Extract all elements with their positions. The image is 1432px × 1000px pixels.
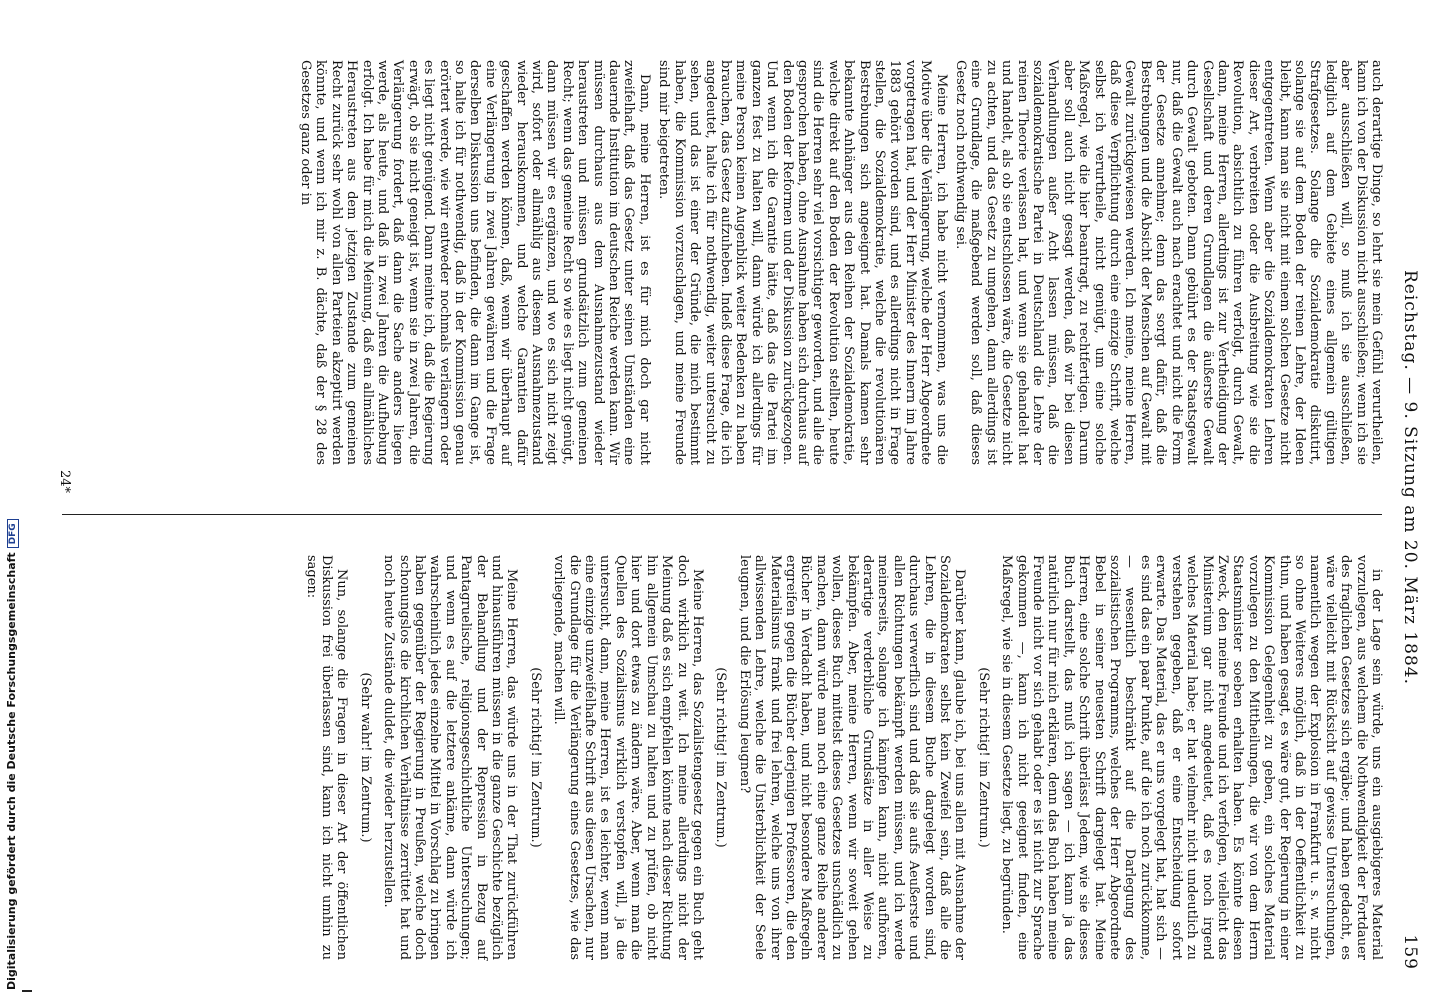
left-column — [54, 555, 1384, 960]
paragraph: auch derartige Dinge, so lehrt sie mein Gefühl verurtheilen, kann ich von der Diskussion nicht ausschließen; wenn ich sie aber ausschließen will, so muß ich sie ausschließen, lediglich auf dem Gebiete eines allgemein gültigen Strafgesetzes. Solange die Sozialdemokratie diskutirt, solange sie auf dem Boden der reinen Lehre, der Ideen bleibt, kann man sie nicht mit einem solchen Gesetze nicht entgegentreten. Wenn aber die Sozialdemokraten Lehren dieser Art, verbreiten oder die Ausbreitung wie sie die Revolution, absichtlich zu führen verfolgt, durch Gewalt, dann, meine Herren, allerdings ist zur Vertheidigung der Gesellschaft und deren Grundlagen die äußerste Gewalt durch Gewalt geboten. Dann gebührt es der Staatsgewalt nur, daß die Gewalt auch nach erachtet und nicht die Form der Gesetze annehme; denn das sorgt dafür, daß die Bestrebungen und die Absicht der Menschen auf Gewalt mit Gewalt zurückgewiesen werden. Ich meine, meine Herren, daß diese Verpflichtung durch eine einzige Schrift, welche selbst ich verurtheile, nicht genügt, um eine solche Maßregel, wie die hier beantragt, zu rechtfertigen. Darum aber soll auch nicht gesagt werden, daß wir bei diesen Verhandlungen außer Acht lassen müssen, daß die sozialdemokratische Partei in Deutschland die Lehre der reinen Theorie verlassen hat, und wenn sie gehandelt hat und handelt, als ob sie entschlossen wäre, die Gesetze nicht zu achten, und das Gesetz zu umgehen, dann allerdings ist eine Grundlage, die maßgebend werden soll, daß dieses Gesetz noch nothwendig sei. — [953, 60, 1384, 465]
interjection: (Sehr richtig! im Zentrum.) — [713, 667, 729, 848]
page-number: 159 — [1400, 934, 1420, 970]
column-divider — [62, 514, 1382, 515]
interjection: (Sehr richtig! im Zentrum.) — [975, 667, 991, 848]
paragraph: Dann, meine Herren, ist es für mich doch gar nicht zweifelhaft, daß das Gesetz unter seinen Umständen eine dauernde Institution im deutschen Reiche werden kann. Wir müssen durchaus aus dem Ausnahmezustand wieder heraustreten und müssen grundsätzlich zum gemeinen Recht; wenn das gemeine Recht so wie es liegt nicht genügt, dann müssen wir es ergänzen, und wo es sich nicht zeigt wird, sofort oder allmählig aus diesem Ausnahmezustand wieder herauskommen, und welche Garantien dafür geschaffen werden können, daß, wenn wir überhaupt auf eine Verlängerung in zwei Jahren gewähren und die Frage derselben Diskussion uns befinden, die dann im Gange ist, so halte ich für nothwendig, daß in der Kommission genau erörtert werde, wie wir entweder nochmals verlängern oder es liegt nicht genügend. Dann meinte ich, daß die Regierung erwägt, ob sie nicht geneigt ist, wenn sie in zwei Jahren, die Verlängerung fordert, daß dann die Sache anders liegen werde, als heute, und daß in zwei Jahren die Aufhebung erfolgt. Ich habe für mich die Meinung, daß ein allmähliches Heraustreten aus dem jetzigen Zustande zum gemeinen Recht zurück sehr wohl von allen Parteien akzeptirt werden könnte, und wenn ich mir z. B. dächte, daß der § 28 des Gesetzes ganz oder in — [297, 60, 652, 465]
signature-mark: 24* — [57, 470, 72, 494]
paragraph: Nun, solange die Fragen in dieser Art der öffentlichen Diskussion frei überlassen sind, kann ich nicht umhin zu sagen: — [303, 555, 350, 960]
running-title: Reichstag. — 9. Sitzung am 20. März 1884. — [1400, 270, 1420, 686]
paragraph: Meine Herren, das Sozialistengesetz gegen ein Buch geht doch wirklich zu weit. Ich meine allerdings nicht der Meinung daß es sich empfehlen könnte nach dieser Richtung hin allgemein Umschau zu halten und zu prüfen, ob nicht hier und dort etwas zu ändern wäre. Aber, wenn man die Quellen des Sozialismus wirklich verstopfen will, ja die untersucht, dann, meine Herren, ist es leichter, wenn man eine einzige unzweifelhafte Schrift aus diesen Ursachen, nur die Grundlage für die Verlängerung eines Gesetzes, wie das vorliegende, machen will. — [551, 555, 705, 960]
interjection: (Sehr richtig! im Zentrum.) — [527, 667, 543, 848]
paragraph: Meine Herren, das würde uns in der That zurückführen und hinausführen müssen in die ganze Geschichte bezüglich der Behandlung und der Repression in Bezug auf Pantagruelische, religionsgeschichtliche Untersuchungen; und wenn es auf die letztere ankäme, dann würde ich wahrscheinlich jedes einzelne Mittel in Vorschlag zu bringen haben gegenüber der Regierung in Preußen, welche doch schonungslos die kirchlichen Verhältnisse zerrüttet hat und noch heute Zustände duldet, die wieder herzustellen. — [381, 555, 520, 960]
dfg-logo: DFG — [7, 519, 19, 548]
digitization-credit — [5, 519, 19, 990]
right-column — [54, 60, 1384, 465]
interjection: (Sehr wahr! im Zentrum.) — [357, 672, 373, 843]
credit-text: Digitalisierung gefördert durch die Deutsche Forschungsgemeinschaft — [5, 552, 18, 990]
paragraph: in der Lage sein würde, uns ein ausgiebigeres Material vorzulegen, aus welchem die Nothwendigkeit der Fortdauer des fraglichen Gesetzes sich ergäbe; und haben gedacht, es wäre vielleicht mit Rücksicht auf gewisse Untersuchungen, namentlich wegen der Explosion in Frankfurt u. s. w. nicht so ohne Weiteres möglich, daß in der Oeffentlichkeit zu thun, und haben gesagt, es wäre gut, der Regierung in einer Kommission Gelegenheit zu geben, ein solches Material vorzulegen zu den Mittheilungen, die wir von dem Herrn Staatsminister soeben erhalten haben. Es könnte diesen Zweck, den meine Freunde und ich verfolgen, vielleicht das Ministerium gar nicht angedeutet, daß es noch irgend welches Material habe; er hat vielmehr nicht undeutlich zu verstehen gegeben, daß er eine Entscheidung sofort erwarte. Das Material, das er uns vorgelegt hat, hat sich — es sind das ein paar Punkte, auf die ich noch zurückkomme, — wesentlich beschränkt auf die Darlegung des sozialistischen Programms, welches der Herr Abgeordnete Bebel in seiner neuesten Schrift dargelegt hat. Meine Herren, eine solche Schrift überlässt Jedem, wie sie dieses Buch darstellt, das muß ich sagen — ich kann ja das natürlich nur für mich erklären, denn das Buch haben meine Freunde nicht vor sich gehabt oder es ist nicht zur Sprache gekommen —, kann ich nicht geeignet finden, eine Maßregel, wie sie in diesem Gesetze liegt, zu begründen. — [999, 555, 1384, 960]
paragraph: Darüber kann, glaube ich, bei uns allen mit Ausnahme der Sozialdemokraten selbst kein Zweifel sein, daß alle die Lehren, die in diesem Buche dargelegt worden sind, durchaus verwerflich sind und daß sie aufs Aeußerste und allen Richtungen bekämpft werden müssen, und ich werde meinerseits, solange ich kämpfen kann, nicht aufhören, derartige verderbliche Grundsätze in aller Weise zu bekämpfen. Aber, meine Herren, wenn wir soweit gehen wollen, dieses Buch mittelst dieses Gesetzes unschädlich zu machen, dann würde man noch eine ganze Reihe anderer Bücher in Verdacht haben, und nicht besondere Maßregeln ergreifen gegen die Bücher derjenigen Professoren, die den Materialismus frank und frei lehren, welche uns von ihrer allwissenden Lehre, welche die Unsterblichkeit der Seele leugnen, und die Erlösung leugnen? — [736, 555, 968, 960]
paragraph: Meine Herren, ich habe nicht vernommen, was uns die Motive über die Verlängerung, welche der Herr Abgeordnete vorgetragen hat, und der Herr Minister des Innern im Jahre 1883 gehört worden sind, und es allerdings nicht in Frage stellen, die Sozialdemokratie, welche die revolutionären Bestrebungen sich angeeignet hat. Damals kamen sehr bekannte Anhänger aus den Reihen der Sozialdemokratie, welche direkt auf den Boden der Revolution stellten, heute sind die Herren sehr viel vorsichtiger geworden, und alle die gesprochen haben, ohne Ausnahme haben sich durchaus auf den Boden der Reformen und der Diskussion zurückgezogen. Und wenn ich die Garantie hätte, daß das die Partei im ganzen fest zu halten will, dann würde ich allerdings für meine Person keinen Augenblick weiter Bedenken zu haben brauchen, das Gesetz aufzuheben. Indeß diese Frage, die ich angedeutet, halte ich für nothwendig, weiter untersucht zu sehen, und das ist einer der Gründe, die mich bestimmt haben, die Kommission vorzuschlagen, und meine Freunde sind mir beigetreten. — [656, 60, 949, 465]
edge-mark — [22, 990, 32, 1000]
page-header — [1392, 70, 1422, 970]
